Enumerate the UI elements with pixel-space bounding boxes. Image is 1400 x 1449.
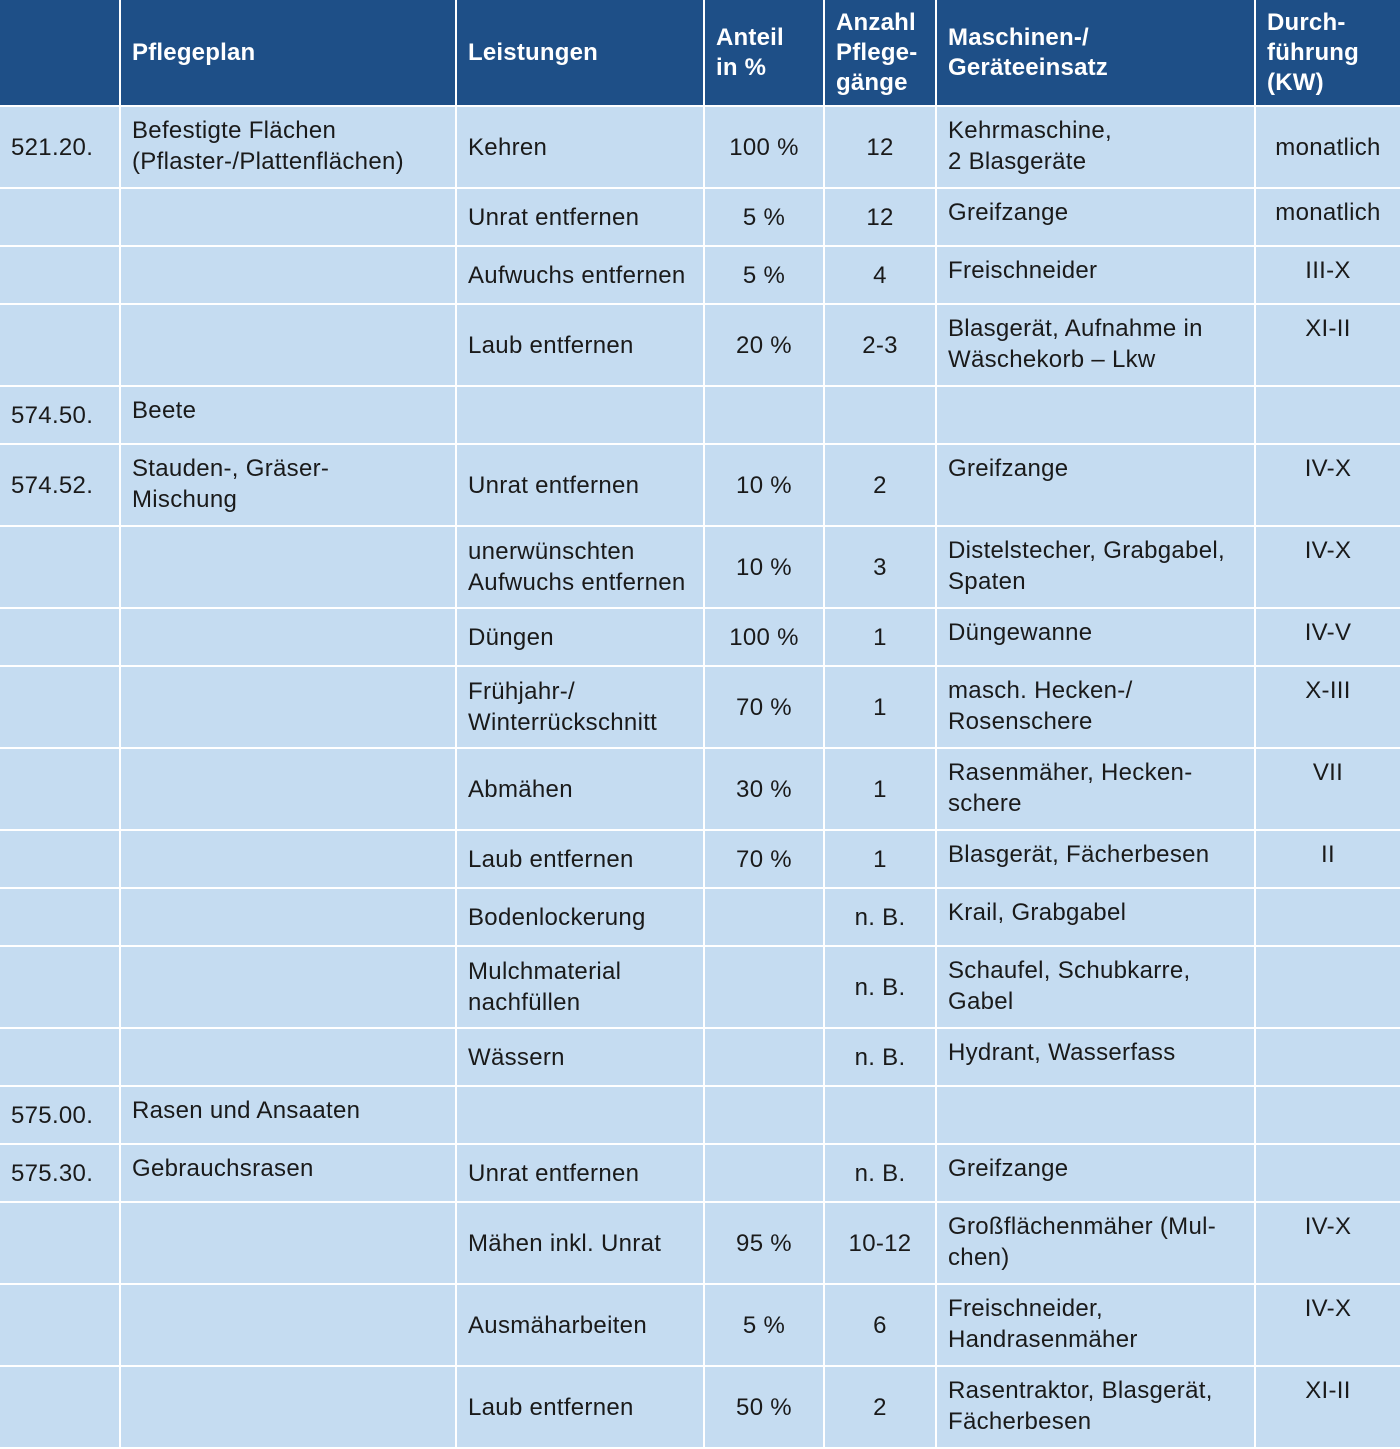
cell-code bbox=[0, 246, 120, 304]
table-body bbox=[0, 106, 1400, 1448]
cell-geraete-line: Spaten bbox=[948, 568, 1026, 595]
cell-leistung bbox=[456, 526, 704, 608]
cell-anteil: 5 % bbox=[704, 246, 824, 304]
cell-geraete bbox=[936, 1086, 1255, 1144]
cell-geraete bbox=[936, 1284, 1255, 1366]
cell-anzahl: 12 bbox=[824, 188, 936, 246]
cell-anzahl: n. B. bbox=[824, 1144, 936, 1202]
cell-durchfuehrung: IV-V bbox=[1255, 608, 1400, 666]
cell-pflegeplan bbox=[120, 830, 456, 888]
cell-leistung bbox=[456, 1144, 704, 1202]
cell-anteil bbox=[704, 888, 824, 946]
cell-leistung bbox=[456, 830, 704, 888]
cell-leistung bbox=[456, 946, 704, 1028]
cell-geraete-line: Blasgerät, Aufnahme in bbox=[948, 315, 1203, 342]
cell-durchfuehrung bbox=[1255, 1144, 1400, 1202]
table-row bbox=[0, 526, 1400, 608]
cell-code bbox=[0, 526, 120, 608]
cell-geraete-line: Rasenmäher, Hecken- bbox=[948, 759, 1193, 786]
cell-anzahl: 2 bbox=[824, 1366, 936, 1448]
cell-anzahl bbox=[824, 1086, 936, 1144]
cell-geraete-line: masch. Hecken-/ bbox=[948, 677, 1133, 704]
cell-code bbox=[0, 188, 120, 246]
cell-anteil bbox=[704, 946, 824, 1028]
cell-geraete-line: Schaufel, Schubkarre, bbox=[948, 957, 1191, 984]
cell-geraete bbox=[936, 830, 1255, 888]
cell-anteil: 70 % bbox=[704, 666, 824, 748]
cell-geraete-line: Freischneider, bbox=[948, 1295, 1103, 1322]
cell-pflegeplan bbox=[120, 246, 456, 304]
cell-leistung-line: Ausmäharbeiten bbox=[468, 1311, 647, 1339]
cell-leistung-line: Kehren bbox=[468, 133, 548, 161]
cell-leistung bbox=[456, 1202, 704, 1284]
cell-leistung-line: Abmähen bbox=[468, 775, 573, 803]
cell-geraete bbox=[936, 1202, 1255, 1284]
cell-geraete bbox=[936, 304, 1255, 386]
cell-geraete-line: Freischneider bbox=[948, 257, 1098, 284]
cell-anzahl: 6 bbox=[824, 1284, 936, 1366]
table-row bbox=[0, 386, 1400, 444]
table-row bbox=[0, 946, 1400, 1028]
cell-anzahl: n. B. bbox=[824, 888, 936, 946]
table-row bbox=[0, 246, 1400, 304]
cell-leistung-line: Winterrückschnitt bbox=[468, 709, 658, 736]
cell-pflegeplan-line: Mischung bbox=[132, 486, 238, 513]
cell-code bbox=[0, 830, 120, 888]
cell-code bbox=[0, 1202, 120, 1284]
cell-pflegeplan bbox=[120, 1028, 456, 1086]
cell-anzahl: 10-12 bbox=[824, 1202, 936, 1284]
table-row bbox=[0, 304, 1400, 386]
cell-leistung bbox=[456, 1284, 704, 1366]
cell-geraete bbox=[936, 246, 1255, 304]
cell-anzahl bbox=[824, 386, 936, 444]
cell-anteil: 50 % bbox=[704, 1366, 824, 1448]
table-row bbox=[0, 830, 1400, 888]
cell-code bbox=[0, 1028, 120, 1086]
cell-pflegeplan bbox=[120, 386, 456, 444]
cell-code bbox=[0, 304, 120, 386]
cell-pflegeplan bbox=[120, 1366, 456, 1448]
cell-geraete bbox=[936, 188, 1255, 246]
cell-anteil bbox=[704, 386, 824, 444]
cell-geraete bbox=[936, 386, 1255, 444]
cell-geraete-line: Greifzange bbox=[948, 1155, 1069, 1182]
cell-pflegeplan bbox=[120, 444, 456, 526]
cell-anzahl: 1 bbox=[824, 830, 936, 888]
cell-code bbox=[0, 1284, 120, 1366]
header-pflegeplan: Pflegeplan bbox=[120, 0, 456, 106]
cell-anteil: 5 % bbox=[704, 1284, 824, 1366]
cell-geraete-line: Distelstecher, Grabgabel, bbox=[948, 537, 1225, 564]
cell-durchfuehrung bbox=[1255, 1028, 1400, 1086]
table-row bbox=[0, 1202, 1400, 1284]
cell-code: 574.52. bbox=[0, 444, 120, 526]
cell-leistung bbox=[456, 106, 704, 188]
cell-anteil: 5 % bbox=[704, 188, 824, 246]
cell-code: 521.20. bbox=[0, 106, 120, 188]
cell-anteil: 95 % bbox=[704, 1202, 824, 1284]
cell-durchfuehrung: XI-II bbox=[1255, 304, 1400, 386]
cell-leistung-line: Unrat entfernen bbox=[468, 471, 640, 499]
cell-geraete-line: Krail, Grabgabel bbox=[948, 899, 1127, 926]
cell-pflegeplan-line: (Pflaster-/Plattenflächen) bbox=[132, 148, 404, 175]
cell-geraete bbox=[936, 106, 1255, 188]
cell-pflegeplan bbox=[120, 188, 456, 246]
cell-leistung bbox=[456, 1028, 704, 1086]
header-anteil: Anteil in % bbox=[704, 0, 824, 106]
cell-leistung-line: Laub entfernen bbox=[468, 331, 634, 359]
cell-anzahl: n. B. bbox=[824, 946, 936, 1028]
cell-anteil: 10 % bbox=[704, 526, 824, 608]
table-row bbox=[0, 608, 1400, 666]
cell-pflegeplan bbox=[120, 304, 456, 386]
cell-geraete-line: Großflächenmäher (Mul- bbox=[948, 1213, 1217, 1240]
table-row bbox=[0, 666, 1400, 748]
cell-leistung-line: Mulchmaterial bbox=[468, 958, 622, 985]
header-anzahl: Anzahl Pflege- gänge bbox=[824, 0, 936, 106]
table-row bbox=[0, 188, 1400, 246]
cell-geraete-line: Greifzange bbox=[948, 199, 1069, 226]
cell-pflegeplan bbox=[120, 106, 456, 188]
cell-leistung bbox=[456, 304, 704, 386]
cell-pflegeplan bbox=[120, 946, 456, 1028]
cell-anzahl: n. B. bbox=[824, 1028, 936, 1086]
cell-pflegeplan-line: Gebrauchsrasen bbox=[132, 1155, 314, 1182]
table-row bbox=[0, 748, 1400, 830]
header-row bbox=[0, 0, 1400, 106]
cell-durchfuehrung: X-III bbox=[1255, 666, 1400, 748]
cell-geraete-line: Hydrant, Wasserfass bbox=[948, 1039, 1176, 1066]
cell-geraete-line: 2 Blasgeräte bbox=[948, 148, 1087, 175]
cell-leistung bbox=[456, 444, 704, 526]
cell-code bbox=[0, 608, 120, 666]
cell-durchfuehrung bbox=[1255, 386, 1400, 444]
cell-leistung-line: Unrat entfernen bbox=[468, 1159, 640, 1187]
cell-anzahl: 4 bbox=[824, 246, 936, 304]
cell-geraete-line: Handrasenmäher bbox=[948, 1326, 1138, 1353]
cell-durchfuehrung: IV-X bbox=[1255, 1202, 1400, 1284]
cell-leistung-line: nachfüllen bbox=[468, 989, 581, 1016]
cell-geraete-line: Greifzange bbox=[948, 455, 1069, 482]
table-row bbox=[0, 444, 1400, 526]
cell-anteil: 30 % bbox=[704, 748, 824, 830]
cell-leistung-line: Mähen inkl. Unrat bbox=[468, 1229, 662, 1257]
cell-leistung bbox=[456, 666, 704, 748]
cell-anzahl: 1 bbox=[824, 748, 936, 830]
cell-code bbox=[0, 666, 120, 748]
cell-geraete-line: Rosenschere bbox=[948, 708, 1093, 735]
cell-leistung-line: Laub entfernen bbox=[468, 845, 634, 873]
cell-durchfuehrung bbox=[1255, 946, 1400, 1028]
cell-code: 575.00. bbox=[0, 1086, 120, 1144]
cell-pflegeplan bbox=[120, 666, 456, 748]
cell-leistung-line: Aufwuchs entfernen bbox=[468, 261, 686, 289]
cell-anteil: 100 % bbox=[704, 106, 824, 188]
cell-geraete-line: Gabel bbox=[948, 988, 1014, 1015]
cell-durchfuehrung: VII bbox=[1255, 748, 1400, 830]
cell-anteil bbox=[704, 1086, 824, 1144]
cell-leistung-line: Düngen bbox=[468, 623, 554, 651]
cell-geraete bbox=[936, 748, 1255, 830]
cell-anteil: 100 % bbox=[704, 608, 824, 666]
cell-durchfuehrung: XI-II bbox=[1255, 1366, 1400, 1448]
cell-code bbox=[0, 888, 120, 946]
table-row bbox=[0, 888, 1400, 946]
cell-durchfuehrung bbox=[1255, 888, 1400, 946]
cell-pflegeplan bbox=[120, 608, 456, 666]
cell-leistung bbox=[456, 748, 704, 830]
cell-pflegeplan-line: Rasen und Ansaaten bbox=[132, 1097, 361, 1124]
cell-durchfuehrung: monatlich bbox=[1255, 106, 1400, 188]
cell-code bbox=[0, 1366, 120, 1448]
cell-durchfuehrung: monatlich bbox=[1255, 188, 1400, 246]
cell-durchfuehrung bbox=[1255, 1086, 1400, 1144]
cell-geraete bbox=[936, 666, 1255, 748]
cell-leistung bbox=[456, 246, 704, 304]
cell-geraete bbox=[936, 1028, 1255, 1086]
cell-leistung-line: Wässern bbox=[468, 1043, 565, 1071]
table-row bbox=[0, 1086, 1400, 1144]
header-maschinen: Maschinen-/ Geräteeinsatz bbox=[936, 0, 1255, 106]
cell-geraete bbox=[936, 444, 1255, 526]
cell-code bbox=[0, 946, 120, 1028]
cell-anteil: 70 % bbox=[704, 830, 824, 888]
cell-geraete-line: Rasentraktor, Blasgerät, bbox=[948, 1377, 1213, 1404]
cell-leistung bbox=[456, 888, 704, 946]
header-code bbox=[0, 0, 120, 106]
cell-durchfuehrung: IV-X bbox=[1255, 444, 1400, 526]
cell-code: 574.50. bbox=[0, 386, 120, 444]
table-row bbox=[0, 1284, 1400, 1366]
cell-geraete bbox=[936, 1144, 1255, 1202]
cell-anzahl: 2 bbox=[824, 444, 936, 526]
cell-geraete-line: Blasgerät, Fächerbesen bbox=[948, 841, 1210, 868]
cell-leistung-line: Bodenlockerung bbox=[468, 903, 646, 931]
cell-leistung bbox=[456, 386, 704, 444]
cell-pflegeplan bbox=[120, 748, 456, 830]
cell-leistung-line: Frühjahr-/ bbox=[468, 678, 576, 705]
cell-geraete-line: chen) bbox=[948, 1244, 1010, 1271]
cell-anzahl: 2-3 bbox=[824, 304, 936, 386]
cell-geraete-line: Düngewanne bbox=[948, 619, 1093, 646]
table-row bbox=[0, 1144, 1400, 1202]
cell-geraete-line: schere bbox=[948, 790, 1022, 817]
cell-leistung-line: unerwünschten bbox=[468, 538, 635, 565]
header-leistungen: Leistungen bbox=[456, 0, 704, 106]
cell-durchfuehrung: III-X bbox=[1255, 246, 1400, 304]
cell-anzahl: 3 bbox=[824, 526, 936, 608]
cell-geraete bbox=[936, 1366, 1255, 1448]
cell-leistung-line: Unrat entfernen bbox=[468, 203, 640, 231]
cell-anzahl: 12 bbox=[824, 106, 936, 188]
cell-code bbox=[0, 748, 120, 830]
cell-anteil bbox=[704, 1028, 824, 1086]
cell-geraete bbox=[936, 608, 1255, 666]
table-row bbox=[0, 1366, 1400, 1448]
cell-pflegeplan bbox=[120, 1144, 456, 1202]
cell-pflegeplan bbox=[120, 526, 456, 608]
cell-durchfuehrung: IV-X bbox=[1255, 526, 1400, 608]
cell-leistung bbox=[456, 1086, 704, 1144]
cell-leistung bbox=[456, 188, 704, 246]
header-durchfuehrung: Durch- führung (KW) bbox=[1255, 0, 1400, 106]
cell-pflegeplan-line: Beete bbox=[132, 397, 197, 424]
cell-pflegeplan bbox=[120, 888, 456, 946]
cell-geraete-line: Kehrmaschine, bbox=[948, 117, 1112, 144]
cell-pflegeplan-line: Stauden-, Gräser- bbox=[132, 455, 330, 482]
cell-leistung bbox=[456, 1366, 704, 1448]
cell-leistung-line: Laub entfernen bbox=[468, 1393, 634, 1421]
cell-code: 575.30. bbox=[0, 1144, 120, 1202]
cell-durchfuehrung: IV-X bbox=[1255, 1284, 1400, 1366]
cell-leistung-line: Aufwuchs entfernen bbox=[468, 569, 686, 596]
cell-leistung bbox=[456, 608, 704, 666]
cell-anzahl: 1 bbox=[824, 608, 936, 666]
cell-anteil: 10 % bbox=[704, 444, 824, 526]
cell-anzahl: 1 bbox=[824, 666, 936, 748]
cell-anteil bbox=[704, 1144, 824, 1202]
cell-geraete-line: Fächerbesen bbox=[948, 1408, 1092, 1435]
cell-geraete bbox=[936, 946, 1255, 1028]
cell-geraete bbox=[936, 888, 1255, 946]
cell-geraete-line: Wäschekorb – Lkw bbox=[948, 346, 1156, 373]
cell-pflegeplan bbox=[120, 1284, 456, 1366]
table-row bbox=[0, 1028, 1400, 1086]
cell-pflegeplan bbox=[120, 1202, 456, 1284]
cell-pflegeplan-line: Befestigte Flächen bbox=[132, 117, 337, 144]
table-row bbox=[0, 106, 1400, 188]
cell-geraete bbox=[936, 526, 1255, 608]
cell-durchfuehrung: II bbox=[1255, 830, 1400, 888]
cell-pflegeplan bbox=[120, 1086, 456, 1144]
cell-anteil: 20 % bbox=[704, 304, 824, 386]
